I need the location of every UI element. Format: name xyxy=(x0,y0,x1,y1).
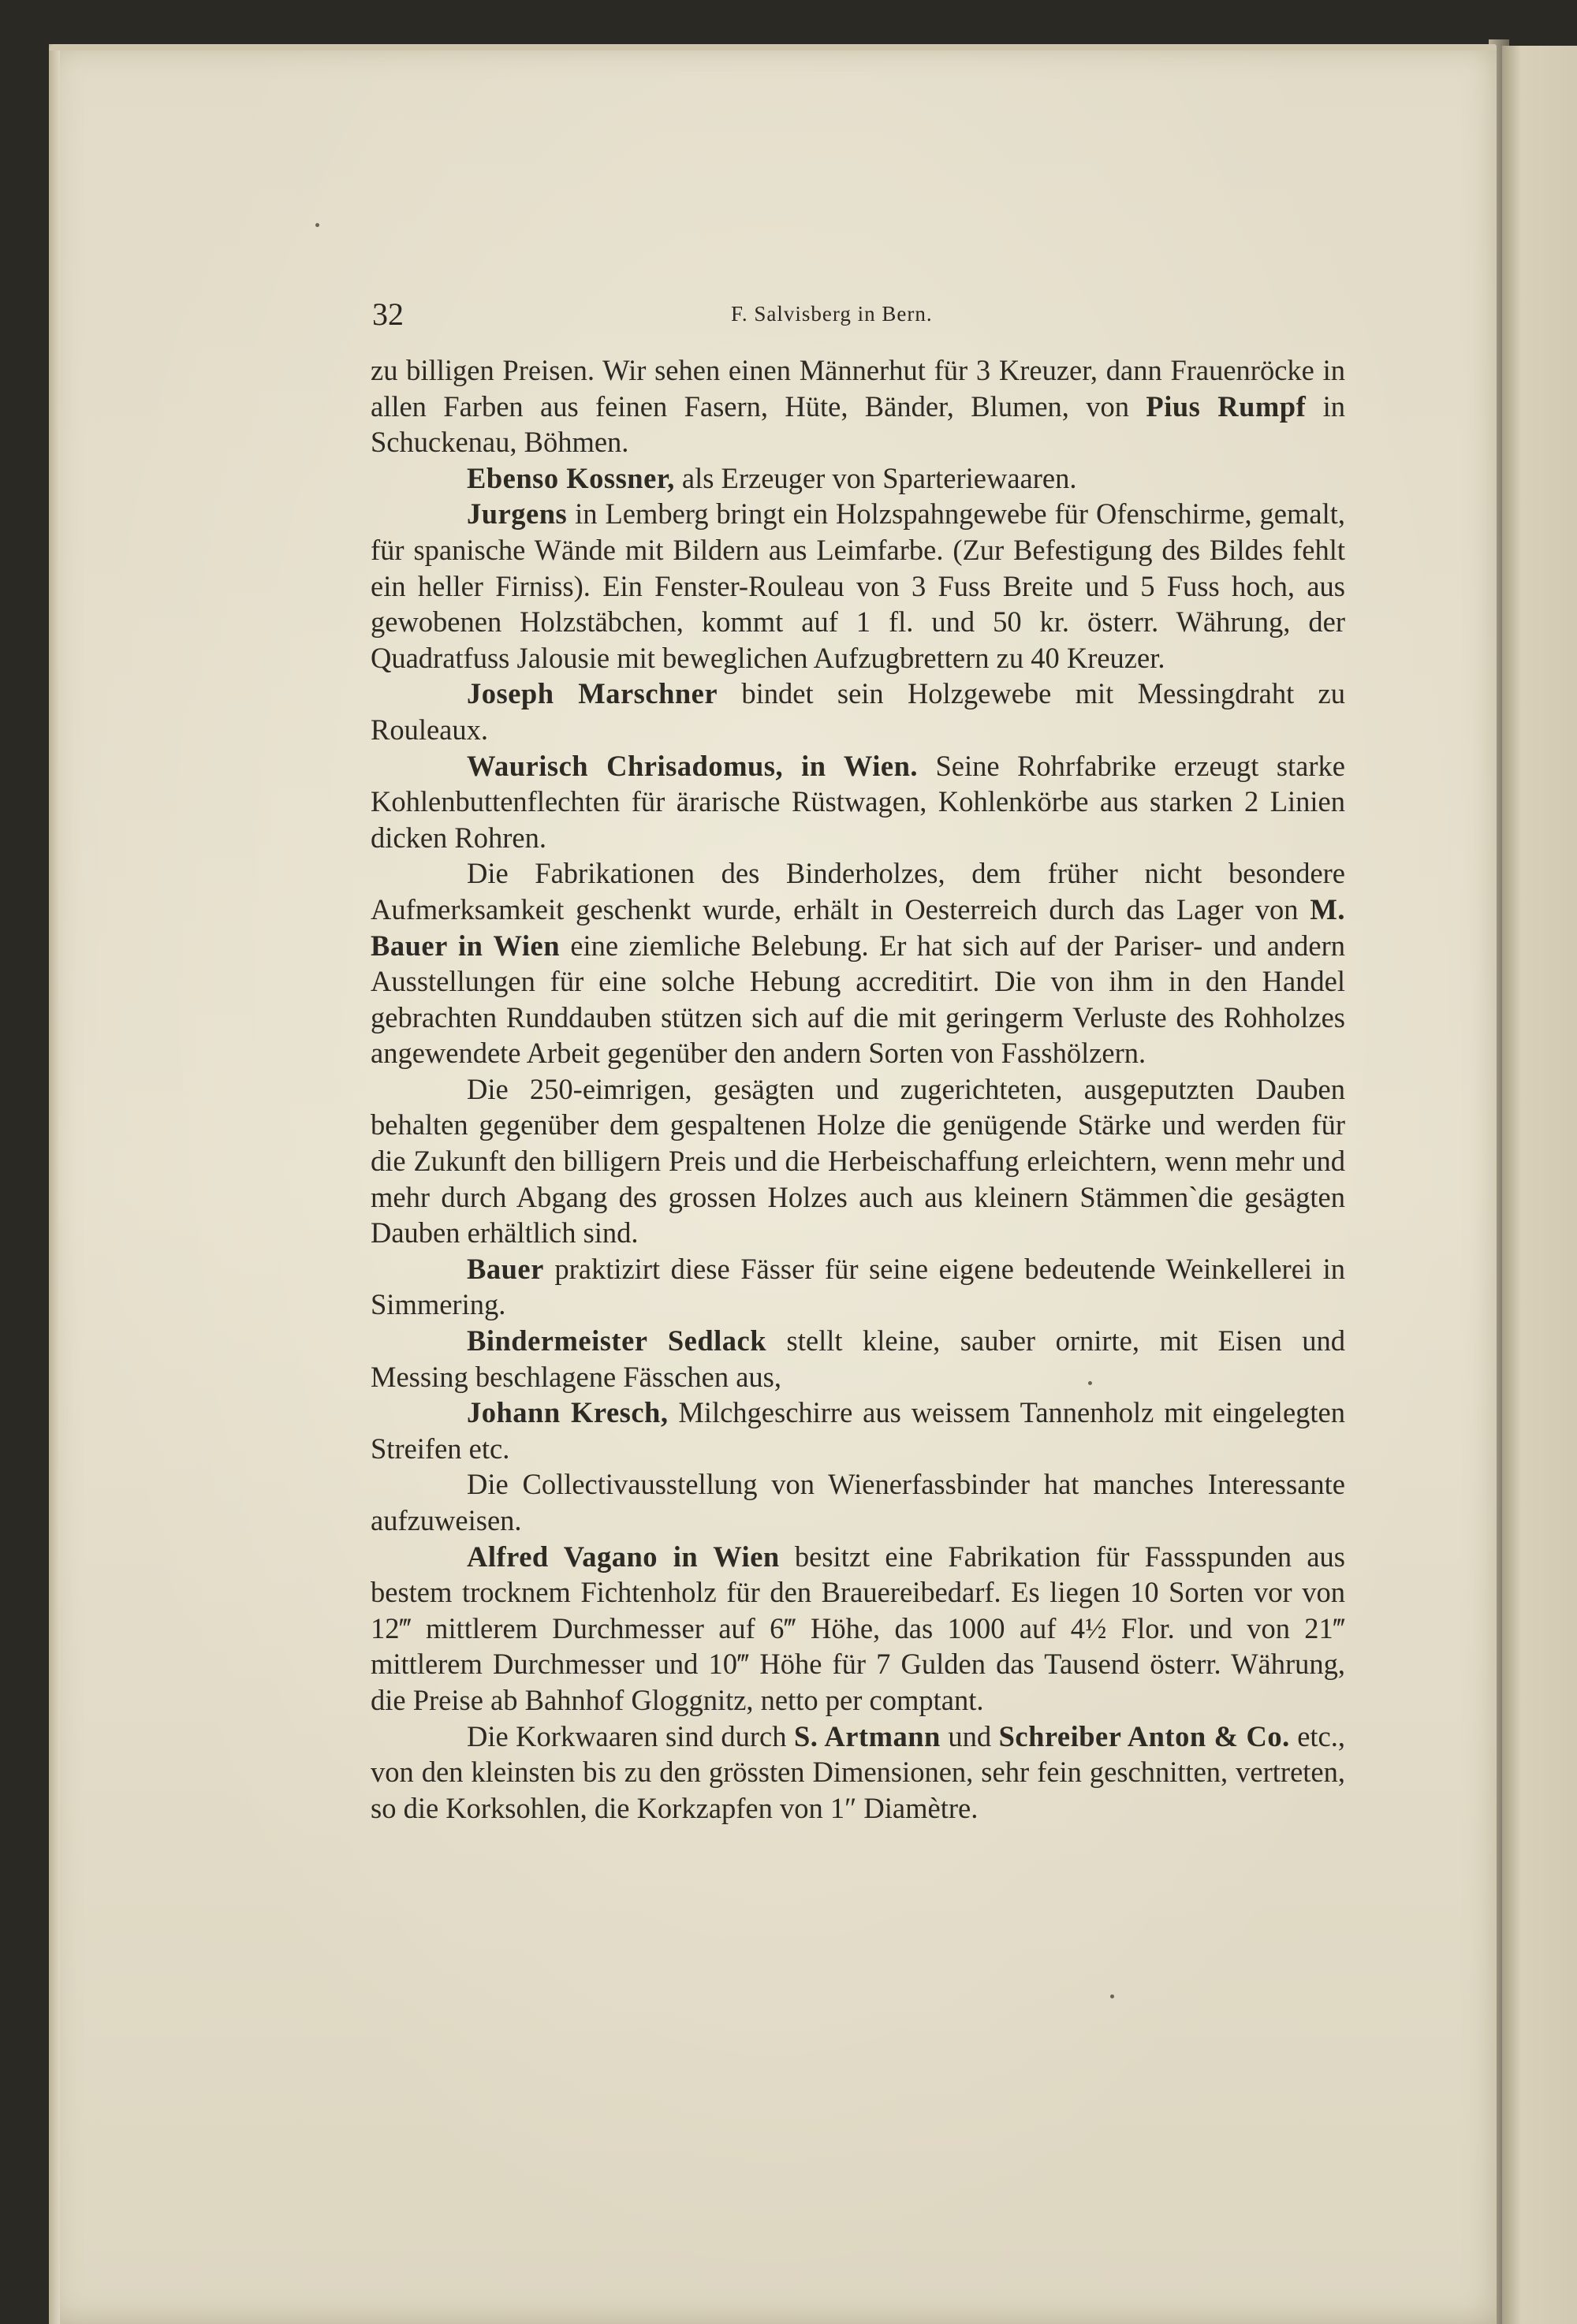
text-run: stellt kleine, sauber ornirte, mit Eisen und Messing beschlagene Fässchen aus, xyxy=(371,1324,1345,1393)
paragraph xyxy=(371,748,1345,856)
bold-name: Jurgens xyxy=(467,497,568,531)
bold-name: Waurisch Chrisadomus, in Wien. xyxy=(467,749,918,782)
bold-name: M. Bauer in Wien xyxy=(371,892,1345,962)
bold-name: Pius Rumpf xyxy=(1146,389,1307,423)
paragraph xyxy=(371,1539,1345,1719)
bold-name: S. Artmann xyxy=(793,1719,941,1752)
paragraph xyxy=(371,1071,1345,1251)
ink-speck xyxy=(1110,1994,1114,1998)
bold-name: Bindermeister Sedlack xyxy=(467,1324,767,1358)
bold-name: Schreiber Anton & Co. xyxy=(998,1719,1290,1752)
bold-name: Joseph Marschner xyxy=(467,677,718,710)
ink-speck xyxy=(1088,1381,1092,1385)
text-run: und xyxy=(940,1719,999,1752)
text-run: Die Collectivausstellung von Wienerfassbinder hat manches Interessante aufzuweisen. xyxy=(371,1468,1345,1536)
text-run: in Schuckenau, Böhmen. xyxy=(371,389,1345,459)
paragraph xyxy=(371,352,1345,460)
paragraph xyxy=(371,460,1345,497)
paragraph xyxy=(371,676,1345,747)
text-run: eine ziemliche Belebung. Er hat sich auf der Pariser- und andern Ausstellungen für eine solche Hebung accreditirt. Die von ihm in den Handel gebrachten Runddauben stützen sich auf die mit geringerm Verluste des Rohholzes angewendete Arbeit gegenüber den andern Sorten von Fasshölzern. xyxy=(371,929,1345,1070)
bold-name: Alfred Vagano in Wien xyxy=(467,1540,780,1573)
page-top-edge xyxy=(49,44,1497,50)
text-run: Die 250-eimrigen, gesägten und zugerichteten, ausgeputzten Dauben behalten gegenüber dem gespaltenen Holze die genügende Stärke und werden für die Zukunft den billigern Preis und die Herbeischaffung erleichtern, wenn mehr und mehr durch Abgang des grossen Holzes auch aus kleinern Stämmen`die gesägten Dauben erhältlich sind. xyxy=(371,1072,1345,1250)
paragraph xyxy=(371,1395,1345,1466)
paragraph xyxy=(371,1719,1345,1827)
text-run: praktizirt diese Fässer für seine eigene bedeutende Weinkellerei in Simmering. xyxy=(371,1252,1345,1321)
text-run: Seine Rohrfabrike erzeugt starke Kohlenbuttenflechten für ärarische Rüstwagen, Kohlenkörbe aus starken 2 Linien dicken Rohren. xyxy=(371,749,1345,854)
ink-speck xyxy=(315,223,319,227)
page-left-edge xyxy=(49,44,60,2324)
text-run: Die Fabrikationen des Binderholzes, dem früher nicht besondere Aufmerksamkeit geschenkt wurde, erhält in Oesterreich durch das Lager von xyxy=(371,857,1345,926)
body-text xyxy=(371,352,1345,1826)
paragraph xyxy=(371,1466,1345,1538)
running-title: F. Salvisberg in Bern. xyxy=(731,302,933,326)
paragraph xyxy=(371,1251,1345,1323)
text-run: Die Korkwaaren sind durch xyxy=(467,1719,794,1752)
running-head xyxy=(372,296,1358,333)
next-page-edge xyxy=(1502,46,1577,2324)
paragraph xyxy=(371,855,1345,1071)
text-run: als Erzeuger von Sparteriewaaren. xyxy=(674,461,1077,494)
page-number: 32 xyxy=(372,296,404,332)
text-run: etc., von den kleinsten bis zu den grössten Dimensionen, sehr fein geschnitten, vertreten, so die Korksohlen, die Korkzapfen von 1″ Diamètre. xyxy=(371,1719,1346,1824)
bold-name: Ebenso Kossner, xyxy=(467,461,675,494)
text-run: Milchgeschirre aus weissem Tannenholz mit eingelegten Streifen etc. xyxy=(371,1396,1345,1465)
text-run: besitzt eine Fabrikation für Fassspunden aus bestem trocknem Fichtenholz für den Brauereibedarf. Es liegen 10 Sorten vor von 12‴ mittlerem Durchmesser auf 6‴ Höhe, das 1000 auf 4½ Flor. und von 21‴ mittlerem Durchmesser und 10‴ Höhe für 7 Gulden das Tausend österr. Währung, die Preise ab Bahnhof Gloggnitz, netto per comptant. xyxy=(371,1540,1345,1716)
text-run: bindet sein Holzgewebe mit Messingdraht zu Rouleaux. xyxy=(371,677,1346,746)
paragraph xyxy=(371,1323,1345,1395)
paragraph xyxy=(371,496,1345,676)
bold-name: Johann Kresch, xyxy=(467,1396,669,1429)
text-run: in Lemberg bringt ein Holzspahngewebe für Ofenschirme, gemalt, für spanische Wände mit Bildern aus Leimfarbe. (Zur Befestigung des Bildes fehlt ein heller Firniss). Ein Fenster-Rouleau von 3 Fuss Breite und 5 Fuss hoch, aus gewobenen Holzstäbchen, kommt auf 1 fl. und 50 kr. österr. Währung, der Quadratfuss Jalousie mit beweglichen Aufzugbrettern zu 40 Kreuzer. xyxy=(371,497,1345,674)
bold-name: Bauer xyxy=(467,1252,544,1285)
text-run: zu billigen Preisen. Wir sehen einen Männerhut für 3 Kreuzer, dann Frauenröcke in allen Farben aus feinen Fasern, Hüte, Bänder, Blumen, von xyxy=(371,354,1345,423)
